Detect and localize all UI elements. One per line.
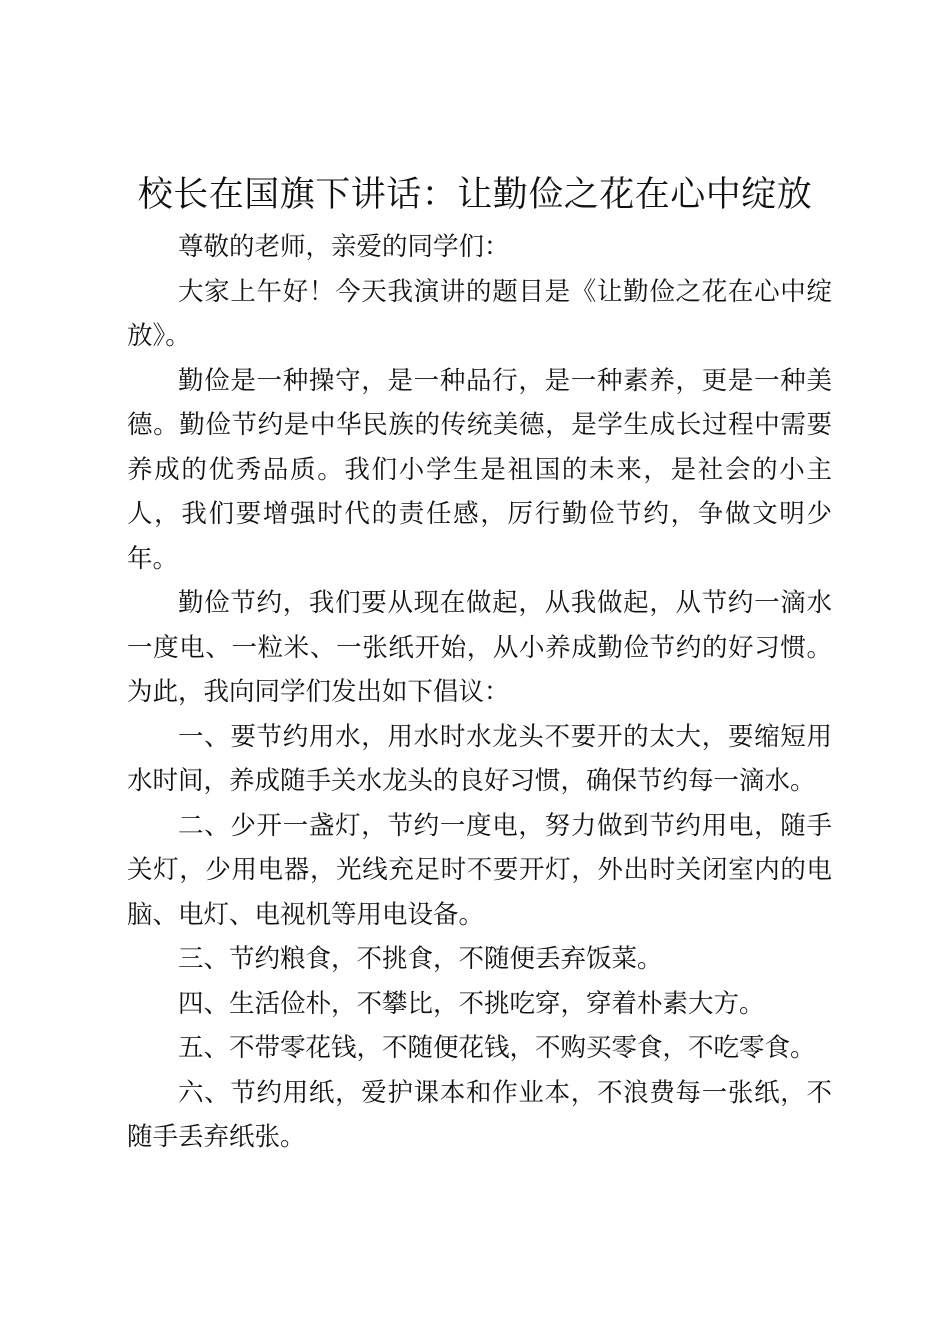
document-title: 校长在国旗下讲话：让勤俭之花在心中绽放 (137, 175, 813, 215)
call-to-action-paragraph: 勤俭节约，我们要从现在做起，从我做起，从节约一滴水一度电、一粒米、一张纸开始，从小养成勤俭节约的好习惯。为此，我向同学们发出如下倡议： (127, 588, 832, 707)
proposal-item-1: 一、要节约用水，用水时水龙头不要开的太大，要缩短用水时间，养成随手关水龙头的良好习惯，确保节约每一滴水。 (127, 721, 832, 796)
proposal-item-6: 六、节约用纸，爱护课本和作业本，不浪费每一张纸，不随手丢弃纸张。 (127, 1077, 832, 1152)
proposal-item-5: 五、不带零花钱，不随便花钱，不购买零食，不吃零食。 (178, 1033, 816, 1063)
document-body (127, 225, 832, 1160)
greeting-paragraph: 大家上午好！今天我演讲的题目是《让勤俭之花在心中绽放》。 (127, 276, 832, 351)
thrift-virtue-paragraph: 勤俭是一种操守，是一种品行，是一种素养，更是一种美德。勤俭节约是中华民族的传统美德，是学生成长过程中需要养成的优秀品质。我们小学生是祖国的未来，是社会的小主人，我们要增强时代的责任感，厉行勤俭节约，争做文明少年。 (127, 365, 832, 574)
proposal-item-4: 四、生活俭朴，不攀比，不挑吃穿，穿着朴素大方。 (178, 988, 765, 1019)
salutation: 尊敬的老师，亲爱的同学们： (178, 232, 510, 262)
proposal-item-2: 二、少开一盏灯，节约一度电，努力做到节约用电，随手关灯，少用电器，光线充足时不要开灯，外出时关闭室内的电脑、电灯、电视机等用电设备。 (127, 810, 832, 930)
proposal-item-3: 三、节约粮食，不挑食，不随便丢弃饭菜。 (178, 944, 663, 974)
